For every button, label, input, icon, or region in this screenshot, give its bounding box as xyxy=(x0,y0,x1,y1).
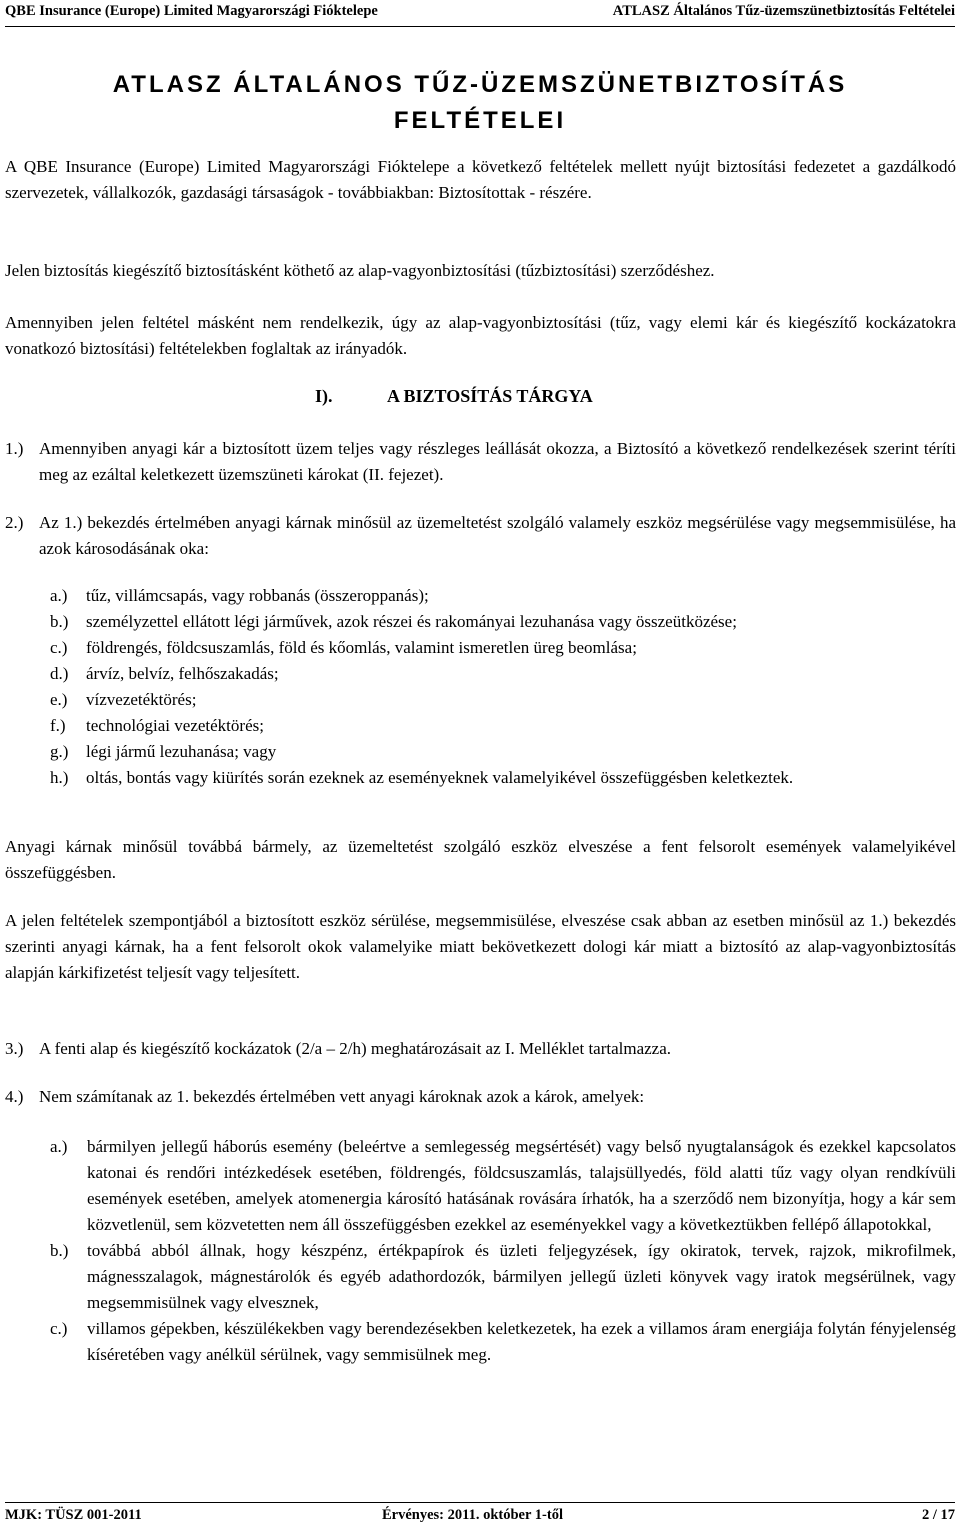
list-item xyxy=(50,1238,956,1316)
list-item xyxy=(50,687,956,713)
list-item-letter: g.) xyxy=(50,742,69,761)
list-item-letter: c.) xyxy=(50,1319,68,1338)
page-footer xyxy=(5,1502,955,1527)
clause-text: Az 1.) bekezdés értelmében anyagi kárnak minősül az üzemeltetést szolgáló valamely eszköz megsérülése vagy megsemmisülése, ha azok károsodásának oka: xyxy=(39,513,956,558)
page-header xyxy=(5,0,955,27)
header-company: QBE Insurance (Europe) Limited Magyarországi Fióktelepe xyxy=(5,3,378,19)
list-item-letter: d.) xyxy=(50,664,69,683)
clause-text: Nem számítanak az 1. bekezdés értelmében vett anyagi károknak azok a károk, amelyek: xyxy=(39,1087,645,1106)
section-number: I). xyxy=(315,386,333,406)
list-item-text: személyzettel ellátott légi járművek, azok részei és rakományai lezuhanása vagy összeütközése; xyxy=(86,612,737,631)
clause-2-list xyxy=(50,583,956,791)
intro-paragraph-3: Amennyiben jelen feltétel másként nem rendelkezik, úgy az alap-vagyonbiztosítási (tűz, vagy elemi kár és kiegészítő kockázatokra vonatkozó biztosítási) feltételekben foglaltak az irányadók. xyxy=(5,313,956,358)
list-item-text: továbbá abból állnak, hogy készpénz, értékpapírok és üzleti feljegyzések, így okiratok, tervek, rajzok, mikrofilmek, mágnesszalagok, mágnestárolók és egyéb adathordozók, bármilyen jellegű üzleti könyvek vagy iratok megsérülnek, vagy megsemmisülnek vagy elvesznek, xyxy=(87,1241,956,1312)
list-item xyxy=(50,635,956,661)
list-item-letter: c.) xyxy=(50,638,68,657)
list-item-text: oltás, bontás vagy kiürítés során ezeknek az eseményeknek valamelyikével összefüggésben keletkeztek. xyxy=(86,768,794,787)
list-item-letter: a.) xyxy=(50,586,68,605)
list-item xyxy=(50,713,956,739)
list-item-text: bármilyen jellegű háborús esemény (beleértve a semlegesség megsértését) vagy belső nyugtalanságok és ezekkel kapcsolatos katonai és rendőri intézkedések esetében, földrengés, földcsuszamlás, talajsüllyedés, föld alatti tűz vagy olyan rendkívüli események esetében, amelyek atomenergia károsító hatásának rovására írhatók, ha a szerződő nem bizonyítja, hogy a kár sem közvetlenül, sem közvetetten nem áll összefüggésben ezekkel az eseményekkel vagy a következtükben fellépő állapotokkal, xyxy=(87,1137,956,1234)
list-item-letter: f.) xyxy=(50,716,66,735)
title-line-1: ATLASZ ÁLTALÁNOS TŰZ-ÜZEMSZÜNETBIZTOSÍTÁS xyxy=(112,71,848,98)
footer-document-code: MJK: TÜSZ 001-2011 xyxy=(5,1507,142,1523)
clause-text: Amennyiben anyagi kár a biztosított üzem teljes vagy részleges leállását okozza, a Biztosító a következő rendelkezések szerint téríti meg az ezáltal keletkezett üzemszüneti károkat (II. fejezet). xyxy=(39,439,956,484)
section-title: A BIZTOSÍTÁS TÁRGYA xyxy=(387,386,593,406)
list-item-letter: e.) xyxy=(50,690,68,709)
list-item-text: légi jármű lezuhanása; vagy xyxy=(86,742,277,761)
list-item-text: árvíz, belvíz, felhőszakadás; xyxy=(86,664,279,683)
section-heading xyxy=(315,383,593,409)
paragraph-after-list-2: A jelen feltételek szempontjából a biztosított eszköz sérülése, megsemmisülése, elveszése csak abban az esetben minősül az 1.) bekezdés szerinti anyagi kárnak, ha a fent felsorolt okok valamelyike miatt bekövetkezett dologi kár miatt a biztosító az alap-vagyonbiztosítás alapján kárkifizetést teljesít vagy teljesített. xyxy=(5,911,956,982)
clause-2 xyxy=(5,510,956,562)
list-item xyxy=(50,609,956,635)
clause-1 xyxy=(5,436,956,488)
list-item-letter: a.) xyxy=(50,1137,68,1156)
paragraph-after-list-1: Anyagi kárnak minősül továbbá bármely, az üzemeltetést szolgáló eszköz elveszése a fent felsorolt események valamelyikével összefüggésben. xyxy=(5,837,956,882)
list-item-text: vízvezetéktörés; xyxy=(86,690,197,709)
clause-4 xyxy=(5,1084,956,1110)
document-title xyxy=(0,67,960,139)
clause-number: 4.) xyxy=(5,1087,24,1106)
list-item-letter: b.) xyxy=(50,1241,69,1260)
list-item xyxy=(50,1316,956,1368)
list-item-text: technológiai vezetéktörés; xyxy=(86,716,264,735)
clause-number: 2.) xyxy=(5,513,24,532)
list-item-letter: b.) xyxy=(50,612,69,631)
header-document-title: ATLASZ Általános Tűz-üzemszünetbiztosítás Feltételei xyxy=(612,3,955,19)
list-item xyxy=(50,1134,956,1238)
intro-paragraph-2: Jelen biztosítás kiegészítő biztosításként köthető az alap-vagyonbiztosítási (tűzbiztosítási) szerződéshez. xyxy=(5,261,715,280)
list-item-text: villamos gépekben, készülékekben vagy berendezésekben keletkezetek, ha ezek a villamos áram energiája folytán fényjelenség kíséretében vagy anélkül sérülnek, vagy semmisülnek meg. xyxy=(87,1319,956,1364)
list-item-text: tűz, villámcsapás, vagy robbanás (összeroppanás); xyxy=(86,586,429,605)
list-item xyxy=(50,739,956,765)
clause-number: 3.) xyxy=(5,1039,24,1058)
list-item-text: földrengés, földcsuszamlás, föld és kőomlás, valamint ismeretlen üreg beomlása; xyxy=(86,638,637,657)
clause-3 xyxy=(5,1036,956,1062)
footer-page-number: 2 / 17 xyxy=(921,1507,955,1523)
list-item xyxy=(50,661,956,687)
footer-validity: Érvényes: 2011. október 1-től xyxy=(382,1507,563,1523)
title-line-2: FELTÉTELEI xyxy=(393,107,567,134)
list-item-letter: h.) xyxy=(50,768,69,787)
intro-paragraph-1: A QBE Insurance (Europe) Limited Magyarországi Fióktelepe a következő feltételek mellett nyújt biztosítási fedezetet a gazdálkodó szervezetek, vállalkozók, gazdasági társaságok - továbbiakban: Biztosítottak - részére. xyxy=(5,157,956,202)
clause-number: 1.) xyxy=(5,439,24,458)
list-item xyxy=(50,583,956,609)
clause-4-list xyxy=(50,1134,956,1368)
list-item xyxy=(50,765,956,791)
clause-text: A fenti alap és kiegészítő kockázatok (2/a – 2/h) meghatározásait az I. Melléklet tartalmazza. xyxy=(39,1039,672,1058)
